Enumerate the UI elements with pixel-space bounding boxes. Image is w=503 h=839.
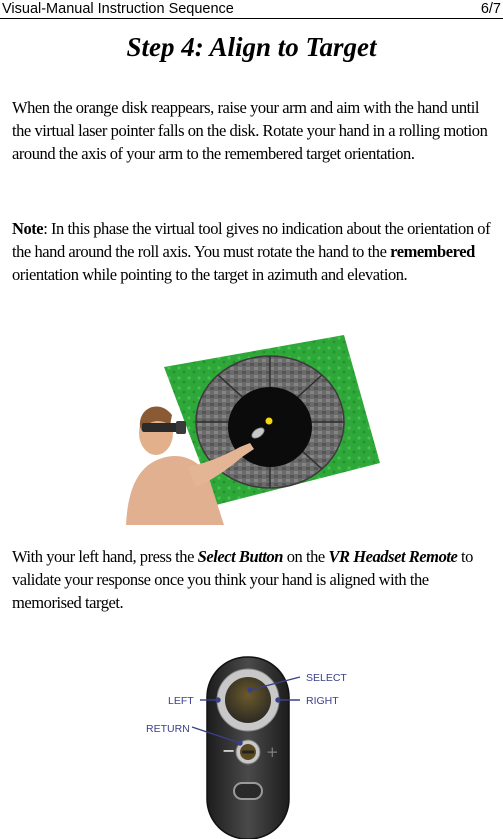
select-touchpad [225, 677, 271, 723]
note-label: Note [12, 219, 44, 238]
remote-text-a: With your left hand, press the [12, 547, 198, 566]
note-emphasis: remembered [390, 242, 475, 261]
note-text-a: : In this phase the virtual tool gives no indication about the orientation of the hand around the roll axis. You must rotate the hand to the [12, 219, 491, 261]
right-label: RIGHT [306, 695, 339, 707]
step-title: Step 4: Align to Target [126, 32, 377, 62]
instruction-paragraph: When the orange disk reappears, raise your arm and aim with the hand until the virtual laser pointer falls on the disk. Rotate your hand in a rolling motion around the axis of your arm to the remembered target orientation. [12, 98, 488, 163]
home-button [234, 783, 262, 799]
vr-headset [142, 423, 178, 432]
note-paragraph [12, 217, 494, 286]
select-label: SELECT [306, 672, 347, 684]
vr-remote-diagram [140, 655, 355, 839]
remote-instruction-paragraph [12, 545, 494, 614]
page-number: 6/7 [480, 1, 501, 17]
remote-text-b: on the [283, 547, 329, 566]
remote-text-c: to validate your response once you think your hand is aligned with the memorised target. [12, 547, 473, 612]
target-dot [266, 418, 273, 425]
device-name: VR Headset Remote [328, 547, 458, 566]
volume-down-icon: − [222, 741, 236, 760]
pointing-illustration [126, 335, 380, 525]
volume-up-icon: + [266, 743, 279, 761]
page-header [0, 0, 503, 19]
left-label: LEFT [168, 695, 194, 707]
return-label: RETURN [146, 723, 190, 735]
select-button-name: Select Button [197, 547, 284, 566]
note-text-b: orientation while pointing to the target in azimuth and elevation. [12, 265, 408, 284]
document-title: Visual-Manual Instruction Sequence [2, 1, 234, 17]
